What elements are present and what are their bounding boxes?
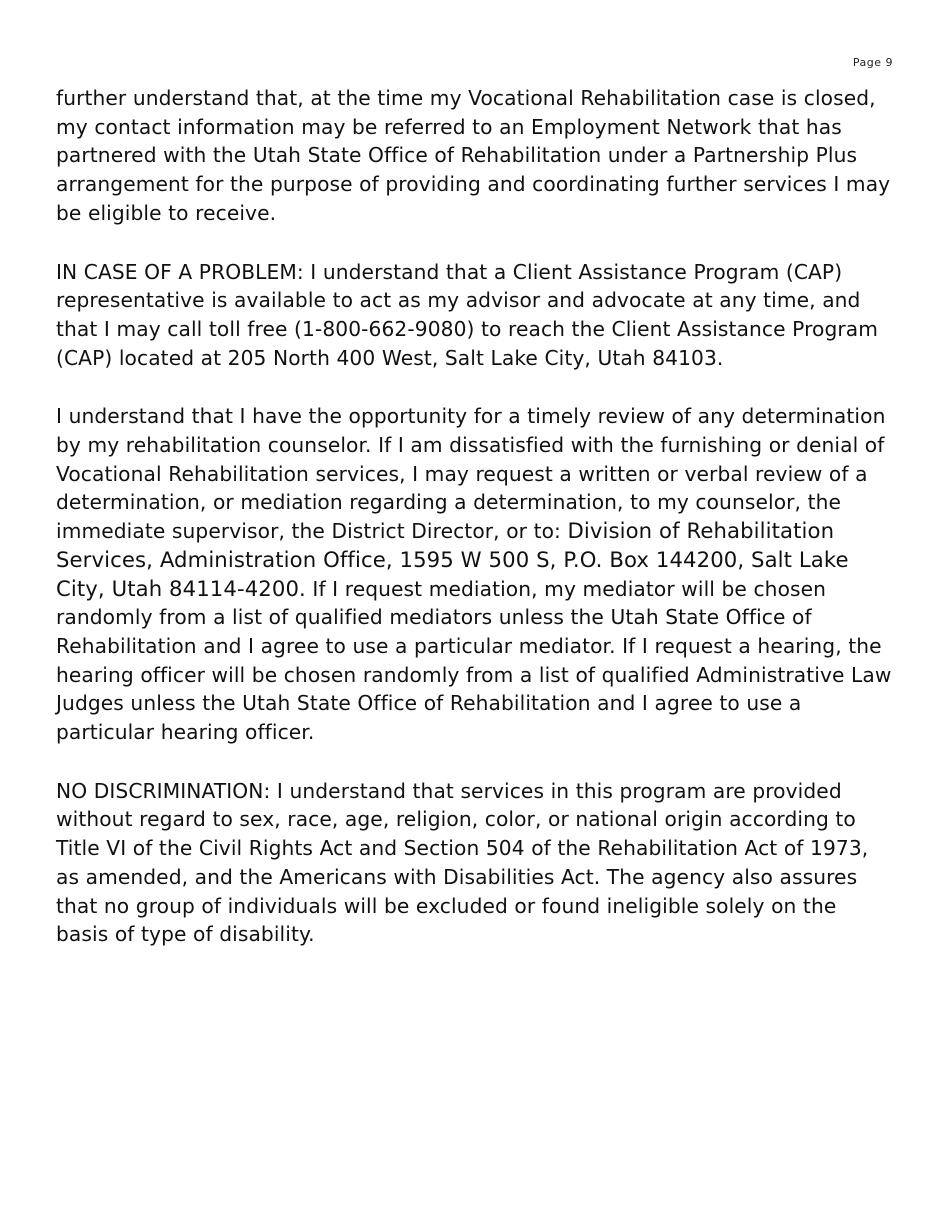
review-text-before: I understand that I have the opportunity for a timely review of any determination by my rehabilitation counselor. If I am dissatisfied with the furnishing or denial of Vocational Rehabilitation services, I may request a written or verbal review of a determination, or mediation regarding a determination, to my counselor, the immediate supervisor, the District Director, or to: [56, 404, 886, 544]
paragraph-no-discrimination: NO DISCRIMINATION: I understand that services in this program are provided without regard to sex, race, age, religion, color, or national origin according to Title VI of the Civil Rights Act and Section 504 of the Rehabilitation Act of 1973, as amended, and the Americans with Disabilities Act. The agency also assures that no group of individuals will be excluded or found ineligible solely on the basis of type of disability. [56, 778, 869, 947]
administration-address: Division of Rehabilitation Services, Administration Office, 1595 W 500 S, P.O. Box 144200, Salt Lake City, Utah 84114-4200. [56, 518, 849, 601]
page-number: Page 9 [852, 56, 893, 69]
paragraph-employment-network: further understand that, at the time my Vocational Rehabilitation case is closed, my contact information may be referred to an Employment Network that has partnered with the Utah State Office of Rehabilitation under a Partnership Plus arrangement for the purpose of providing and coordinating further services I may be eligible to receive. [56, 86, 891, 225]
paragraph-case-of-problem: IN CASE OF A PROBLEM: I understand that a Client Assistance Program (CAP) representative is available to act as my advisor and advocate at any time, and that I may call toll free (1-800-662-9080) to reach the Client Assistance Program (CAP) located at 205 North 400 West, Salt Lake City, Utah 84103. [56, 259, 879, 370]
review-text-after: If I request mediation, my mediator will be chosen randomly from a list of qualified mediators unless the Utah State Office of Rehabilitation and I agree to use a particular mediator. If I request a hearing, the hearing officer will be chosen randomly from a list of qualified Administrative Law Judges unless the Utah State Office of Rehabilitation and I agree to use a particular hearing officer. [56, 576, 892, 745]
document-body [56, 84, 894, 979]
paragraph-review-rights [56, 402, 894, 746]
